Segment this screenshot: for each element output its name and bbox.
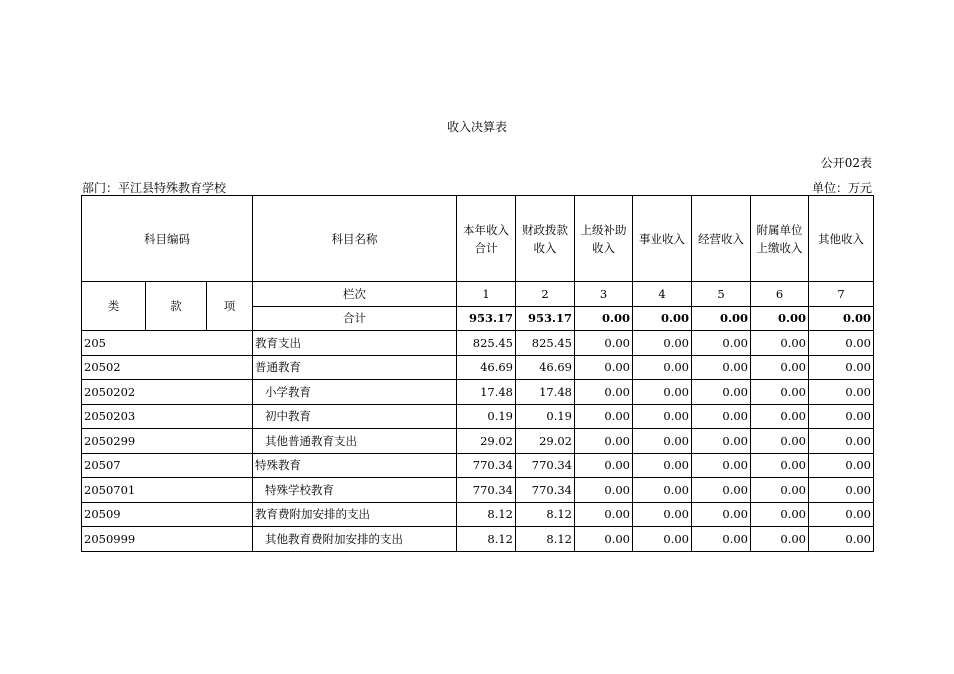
subject-name: 特殊教育 [253,453,457,478]
header-code: 科目编码 [82,196,253,282]
amount-cell: 0.19 [457,404,516,429]
amount-cell: 29.02 [516,429,575,454]
column-number: 6 [751,282,809,307]
column-number: 3 [575,282,633,307]
amount-cell: 770.34 [457,478,516,503]
column-number: 1 [457,282,516,307]
amount-cell: 0.00 [633,404,692,429]
total-label: 合计 [253,306,457,331]
header-row [82,196,874,282]
subject-code: 2050203 [82,404,253,429]
amount-cell: 0.00 [633,502,692,527]
amount-cell: 0.00 [692,478,751,503]
amount-cell: 8.12 [457,527,516,552]
subject-code: 205 [82,331,253,356]
amount-cell: 0.00 [692,404,751,429]
column-number-row [82,282,874,307]
subject-name: 教育费附加安排的支出 [253,502,457,527]
amount-cell: 8.12 [516,527,575,552]
amount-cell: 0.00 [751,453,809,478]
total-value: 953.17 [457,306,516,331]
unit-label: 单位：万元 [811,181,872,195]
amount-cell: 0.00 [633,380,692,405]
department-label: 部门：平江县特殊教育学校 [82,181,227,195]
amount-cell: 770.34 [516,453,575,478]
amount-cell: 0.00 [633,453,692,478]
amount-cell: 0.00 [751,380,809,405]
amount-cell: 0.00 [575,355,633,380]
total-value: 0.00 [692,306,751,331]
amount-cell: 0.00 [809,429,874,454]
page-title: 收入决算表 [446,120,507,134]
amount-cell: 0.00 [751,355,809,380]
amount-cell: 0.00 [751,331,809,356]
amount-cell: 0.00 [575,404,633,429]
amount-cell: 0.00 [809,331,874,356]
amount-cell: 0.19 [516,404,575,429]
table-row [82,380,874,405]
amount-cell: 0.00 [633,429,692,454]
header-affiliate: 附属单位 上缴收入 [751,196,809,282]
header-other: 其他收入 [809,196,874,282]
amount-cell: 0.00 [575,331,633,356]
subject-code: 20502 [82,355,253,380]
amount-cell: 17.48 [457,380,516,405]
subject-name: 初中教育 [253,404,457,429]
amount-cell: 770.34 [457,453,516,478]
amount-cell: 0.00 [575,478,633,503]
amount-cell: 0.00 [692,502,751,527]
header-business: 事业收入 [633,196,692,282]
column-number: 2 [516,282,575,307]
table-row [82,453,874,478]
amount-cell: 0.00 [692,453,751,478]
subject-name: 普通教育 [253,355,457,380]
header-fiscal: 财政拨款 收入 [516,196,575,282]
amount-cell: 17.48 [516,380,575,405]
subject-name: 教育支出 [253,331,457,356]
column-number: 7 [809,282,874,307]
header-lei: 类 [82,282,146,331]
amount-cell: 0.00 [692,429,751,454]
column-label: 栏次 [253,282,457,307]
subject-code: 20509 [82,502,253,527]
amount-cell: 8.12 [516,502,575,527]
column-number: 5 [692,282,751,307]
amount-cell: 0.00 [809,478,874,503]
amount-cell: 0.00 [692,380,751,405]
table-row [82,527,874,552]
subject-code: 2050999 [82,527,253,552]
header-operating: 经营收入 [692,196,751,282]
subject-code: 2050299 [82,429,253,454]
subject-name: 小学教育 [253,380,457,405]
form-number: 公开02表 [820,156,872,170]
subject-name: 其他教育费附加安排的支出 [253,527,457,552]
amount-cell: 0.00 [751,429,809,454]
total-value: 0.00 [751,306,809,331]
amount-cell: 0.00 [575,380,633,405]
amount-cell: 0.00 [575,527,633,552]
header-subsidy: 上级补助 收入 [575,196,633,282]
amount-cell: 0.00 [809,380,874,405]
total-value: 0.00 [633,306,692,331]
column-number: 4 [633,282,692,307]
header-total: 本年收入 合计 [457,196,516,282]
amount-cell: 0.00 [809,453,874,478]
amount-cell: 0.00 [575,502,633,527]
amount-cell: 0.00 [809,355,874,380]
amount-cell: 0.00 [633,527,692,552]
amount-cell: 825.45 [516,331,575,356]
amount-cell: 0.00 [633,478,692,503]
header-name: 科目名称 [253,196,457,282]
amount-cell: 0.00 [751,527,809,552]
income-table [81,195,874,552]
amount-cell: 0.00 [809,527,874,552]
amount-cell: 0.00 [809,502,874,527]
amount-cell: 29.02 [457,429,516,454]
subject-name: 其他普通教育支出 [253,429,457,454]
amount-cell: 0.00 [633,331,692,356]
amount-cell: 0.00 [633,355,692,380]
amount-cell: 0.00 [692,331,751,356]
amount-cell: 46.69 [516,355,575,380]
table-row [82,429,874,454]
total-value: 953.17 [516,306,575,331]
table-row [82,478,874,503]
table-row [82,355,874,380]
amount-cell: 0.00 [809,404,874,429]
table-row [82,331,874,356]
header-xiang: 项 [207,282,253,331]
total-value: 0.00 [575,306,633,331]
amount-cell: 0.00 [751,404,809,429]
subject-name: 特殊学校教育 [253,478,457,503]
amount-cell: 46.69 [457,355,516,380]
table-row [82,404,874,429]
amount-cell: 8.12 [457,502,516,527]
amount-cell: 0.00 [575,429,633,454]
amount-cell: 0.00 [751,478,809,503]
table-row [82,502,874,527]
amount-cell: 0.00 [692,527,751,552]
total-value: 0.00 [809,306,874,331]
amount-cell: 770.34 [516,478,575,503]
header-kuan: 款 [146,282,207,331]
subject-code: 2050202 [82,380,253,405]
amount-cell: 0.00 [751,502,809,527]
subject-code: 2050701 [82,478,253,503]
amount-cell: 0.00 [575,453,633,478]
amount-cell: 0.00 [692,355,751,380]
subject-code: 20507 [82,453,253,478]
amount-cell: 825.45 [457,331,516,356]
